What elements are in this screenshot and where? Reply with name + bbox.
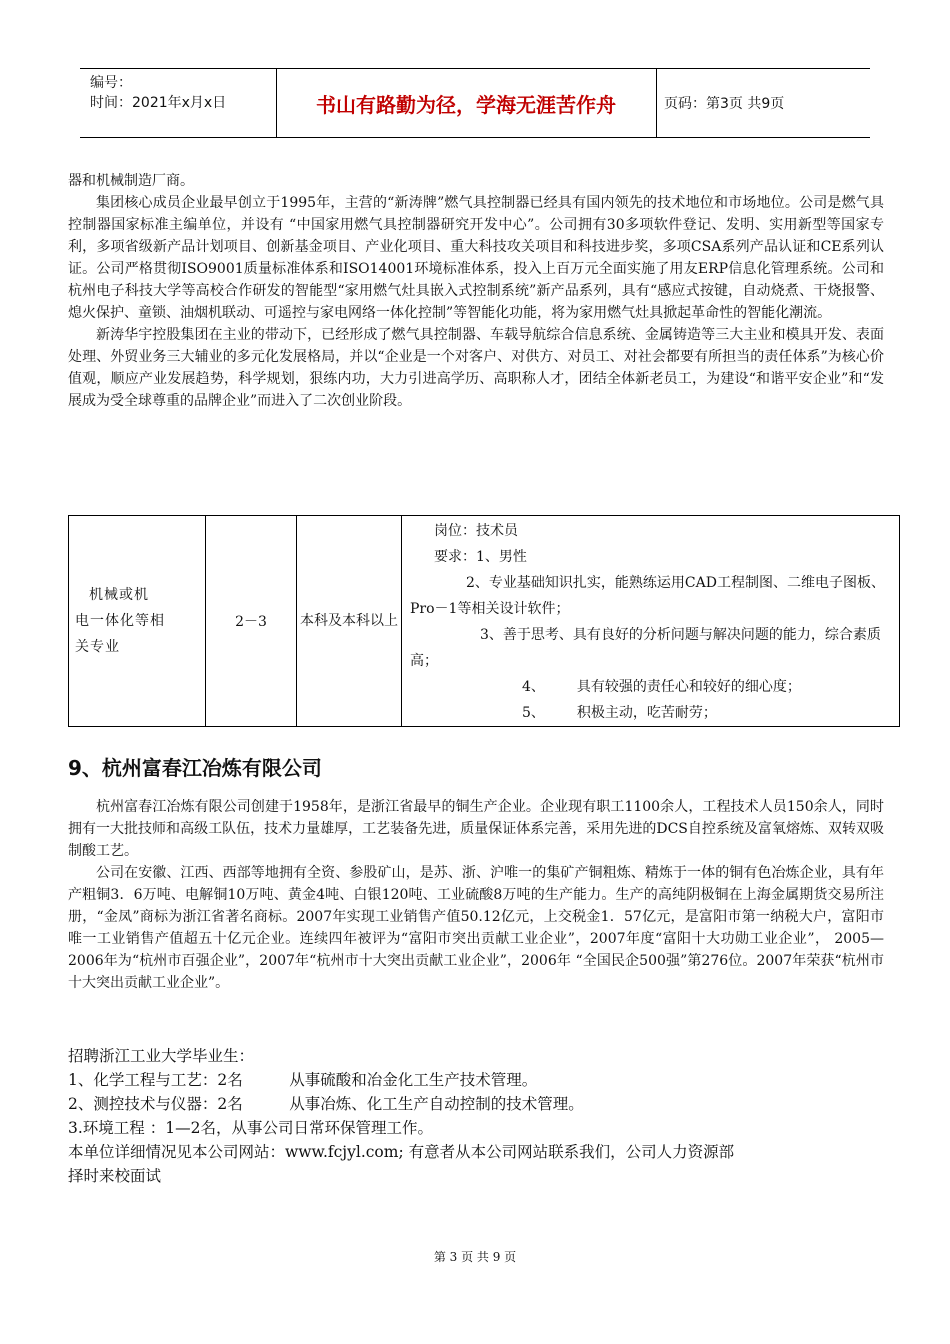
paragraph: 集团核心成员企业最早创立于1995年，主营的“新涛牌”燃气具控制器已经具有国内领先的技术地位和市场地位。公司是燃气具控制器国家标准主编单位，并设有 “中国家用燃气具控制器研究开发中心”。公司拥有30多项软件登记、发明、实用新型等国家专利，多项省级新产品计划项目、创新基金项目、产业化项目、重大科技攻关项目和科技进步奖，多项CSA系列产品认证和CE系列认证。公司严格贯彻ISO9001质量标准体系和ISO14001环境标准体系，投入上百万元全面实施了用友ERP信息化管理系统。公司和杭州电子科技大学等高校合作研发的智能型“家用燃气灶具嵌入式控制系统”新产品系列，具有“感应式按键，自动烧煮、干烧报警、熄火保护、童锁、油烟机联动、可遥控与家电网络一体化控制”等智能化功能，将为家用燃气灶具掀起革命性的智能化潮流。 [68, 195, 884, 321]
requirement-number: 4、 [522, 679, 545, 695]
requirement-item: 3、善于思考、具有良好的分析问题与解决问题的能力，综合素质高； [410, 627, 881, 669]
major-line: 机械或机 [89, 587, 149, 603]
header-page-info: 页码：第3页 共9页 [664, 96, 785, 112]
recruit-section [68, 1044, 888, 1188]
recruit-item: 3.环境工程 ：1—2名，从事公司日常环保管理工作。 [68, 1119, 433, 1137]
intro-text [68, 170, 884, 412]
job-table [68, 515, 900, 727]
page-header [80, 68, 870, 138]
paragraph: 杭州富春江冶炼有限公司创建于1958年，是浙江省最早的铜生产企业。企业现有职工1100余人，工程技术人员150余人，同时拥有一大批技师和高级工队伍，技术力量雄厚，工艺装备先进，质量保证体系完善，采用先进的DCS自控系统及富氧熔炼、双转双吸制酸工艺。 [68, 799, 884, 859]
table-row [69, 516, 900, 727]
requirement-item: 2、专业基础知识扎实，能熟练运用CAD工程制图、二维电子图板、Pro－1等相关设计软件； [410, 575, 885, 617]
paragraph: 器和机械制造厂商。 [68, 173, 194, 189]
website-line: 择时来校面试 [68, 1167, 162, 1185]
company-description [68, 796, 884, 994]
major-cell [69, 516, 206, 727]
doc-number: 编号： [90, 75, 132, 91]
header-motto: 书山有路勤为径，学海无涯苦作舟 [316, 92, 616, 117]
major-line: 关专业 [75, 639, 120, 655]
paragraph: 公司在安徽、江西、西部等地拥有全资、参股矿山，是苏、浙、沪唯一的集矿产铜粗炼、精炼于一体的铜有色冶炼企业，具有年产粗铜3．6万吨、电解铜10万吨、黄金4吨、白银120吨、工业硫酸8万吨的生产能力。生产的高纯阴极铜在上海金属期货交易所注册，“金凤”商标为浙江省著名商标。2007年实现工业销售产值50.12亿元，上交税金1．57亿元，是富阳市第一纳税大户，富阳市唯一工业销售产值超五十亿元企业。连续四年被评为“富阳市突出贡献工业企业”，2007年度“富阳十大功勋工业企业”， 2005—2006年为“杭州市百强企业”，2007年“杭州市十大突出贡献工业企业”，2006年 “全国民企500强”第276位。2007年荣获“杭州市十大突出贡献工业企业”。 [68, 865, 884, 991]
website-line: 本单位详细情况见本公司网站：www.fcjyl.com; 有意者从本公司网站联系我们，公司人力资源部 [68, 1143, 735, 1161]
position-line: 岗位：技术员 [434, 523, 518, 539]
paragraph: 新涛华宇控股集团在主业的带动下，已经形成了燃气具控制器、车载导航综合信息系统、金属铸造等三大主业和模具开发、表面处理、外贸业务三大辅业的多元化发展格局，并以“企业是一个对客户、对供方、对员工、对社会都要有所担当的责任体系”为核心价值观，顺应产业发展趋势，科学规划，狠练内功，大力引进高学历、高职称人才，团结全体新老员工，为建设“和谐平安企业”和“发展成为受全球尊重的品牌企业”而进入了二次创业阶段。 [68, 327, 884, 409]
header-meta [90, 73, 226, 113]
requirement-number: 5、 [522, 705, 545, 721]
requirement-item [410, 700, 891, 726]
page-footer: 第 3 页 共 9 页 [433, 1250, 517, 1264]
section-title: 9、杭州富春江冶炼有限公司 [68, 756, 322, 780]
requirements-cell [402, 516, 900, 727]
doc-time: 时间：2021年x月x日 [90, 95, 227, 111]
requirement-item [410, 674, 891, 700]
requirement-item: 要求：1、男性 [434, 549, 527, 565]
recruit-item: 1、化学工程与工艺：2名 从事硫酸和冶金化工生产技术管理。 [68, 1071, 538, 1089]
count-cell: 2－3 [206, 516, 297, 727]
requirement-text: 具有较强的责任心和较好的细心度； [576, 679, 801, 695]
education-cell: 本科及本科以上 [297, 516, 402, 727]
recruit-item: 2、测控技术与仪器：2名 从事冶炼、化工生产自动控制的技术管理。 [68, 1095, 584, 1113]
recruit-title: 招聘浙江工业大学毕业生： [68, 1047, 255, 1065]
requirement-text: 积极主动，吃苦耐劳； [576, 705, 717, 721]
major-line: 电一体化等相 [75, 613, 165, 629]
header-divider [656, 69, 657, 137]
